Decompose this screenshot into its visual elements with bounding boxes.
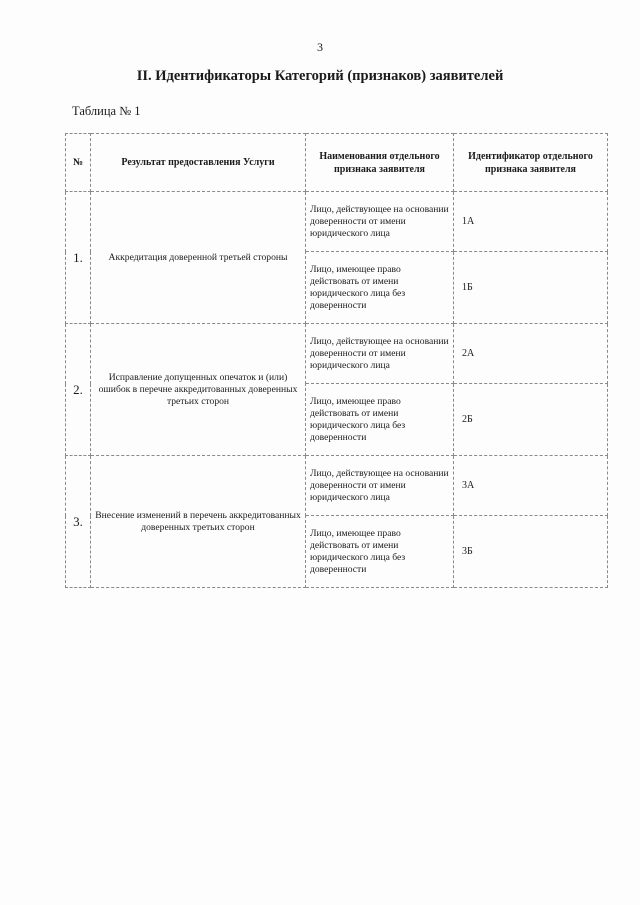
applicant-attribute-identifier: 1А — [454, 192, 608, 252]
applicant-attribute-identifier: 1Б — [454, 252, 608, 324]
applicant-attribute-identifier: 3А — [454, 456, 608, 516]
table-caption: Таблица № 1 — [72, 104, 141, 118]
table-row — [66, 324, 608, 384]
applicant-attribute-name: Лицо, имеющее право действовать от имени юридического лица без доверенности — [306, 252, 454, 324]
applicant-attribute-identifier: 2А — [454, 324, 608, 384]
header-result: Результат предоставления Услуги — [91, 134, 306, 192]
applicant-attribute-name: Лицо, имеющее право действовать от имени юридического лица без доверенности — [306, 384, 454, 456]
service-result: Внесение изменений в перечень аккредитованных доверенных третьих сторон — [91, 456, 306, 588]
applicant-attribute-identifier: 2Б — [454, 384, 608, 456]
row-number: 1. — [66, 192, 91, 324]
row-number: 2. — [66, 324, 91, 456]
applicant-attribute-identifier: 3Б — [454, 516, 608, 588]
applicant-attribute-name: Лицо, действующее на основании доверенности от имени юридического лица — [306, 456, 454, 516]
table-row — [66, 456, 608, 516]
service-result: Исправление допущенных опечаток и (или) ошибок в перечне аккредитованных доверенных третьих сторон — [91, 324, 306, 456]
table-header-row — [66, 134, 608, 192]
header-applicant-name: Наименования отдельного признака заявителя — [306, 134, 454, 192]
section-title: II. Идентификаторы Категорий (признаков) заявителей — [136, 68, 504, 84]
header-num: № — [66, 134, 91, 192]
applicant-attribute-name: Лицо, действующее на основании доверенности от имени юридического лица — [306, 324, 454, 384]
table-row — [66, 192, 608, 252]
row-number: 3. — [66, 456, 91, 588]
service-result: Аккредитация доверенной третьей стороны — [91, 192, 306, 324]
applicant-attribute-name: Лицо, действующее на основании доверенности от имени юридического лица — [306, 192, 454, 252]
page-number: 3 — [317, 40, 323, 54]
applicant-attribute-name: Лицо, имеющее право действовать от имени юридического лица без доверенности — [306, 516, 454, 588]
categories-table — [65, 133, 608, 588]
header-identifier: Идентификатор отдельного признака заявителя — [454, 134, 608, 192]
